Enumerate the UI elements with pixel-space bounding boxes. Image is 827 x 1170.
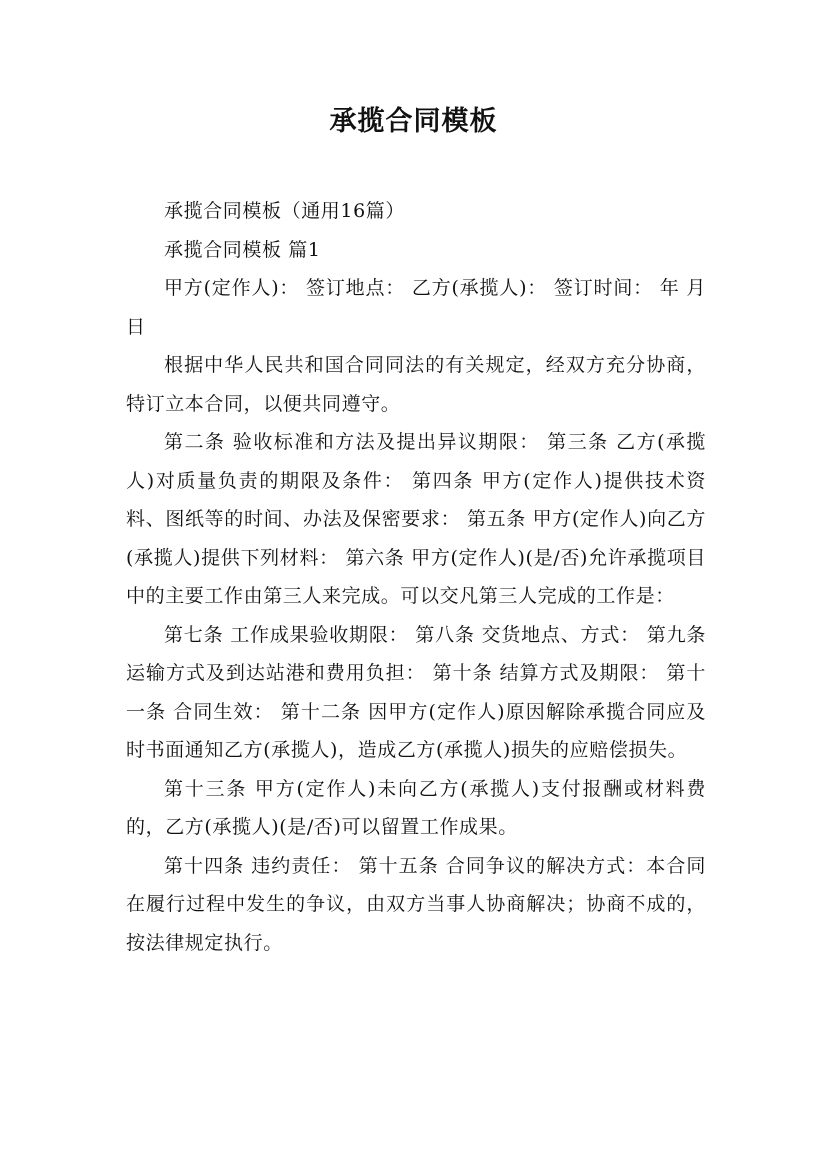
paragraph-articles-2-6: 第二条 验收标准和方法及提出异议期限： 第三条 乙方(承揽人)对质量负责的期限及条件： 第四条 甲方(定作人)提供技术资料、图纸等的时间、办法及保密要求： 第五条 甲方(定作人)向乙方(承揽人)提供下列材料： 第六条 甲方(定作人)(是/否)允许承揽项目中的主要工作由第三人来完成。可以交凡第三人完成的工作是：: [126, 431, 706, 607]
paragraph-preamble: 根据中华人民共和国合同同法的有关规定，经双方充分协商，特订立本合同，以便共同遵守。: [126, 354, 706, 415]
paragraph-article-13: 第十三条 甲方(定作人)未向乙方(承揽人)支付报酬或材料费的，乙方(承揽人)(是/否)可以留置工作成果。: [126, 777, 706, 838]
paragraph-parties: 甲方(定作人)： 签订地点： 乙方(承揽人)： 签订时间： 年 月 日: [126, 277, 706, 338]
paragraph-section-heading: 承揽合同模板 篇1: [164, 238, 321, 261]
document-body: [126, 192, 706, 962]
paragraph-subtitle: 承揽合同模板（通用16篇）: [164, 200, 405, 222]
paragraph-articles-7-12: 第七条 工作成果验收期限： 第八条 交货地点、方式： 第九条 运输方式及到达站港和费用负担： 第十条 结算方式及期限： 第十一条 合同生效： 第十二条 因甲方(定作人)原因解除承揽合同应及时书面通知乙方(承揽人)，造成乙方(承揽人)损失的应赔偿损失。: [126, 623, 706, 761]
paragraph-articles-14-15: 第十四条 违约责任： 第十五条 合同争议的解决方式：本合同在履行过程中发生的争议，由双方当事人协商解决；协商不成的，按法律规定执行。: [126, 854, 706, 954]
document-title: 承揽合同模板: [329, 106, 498, 137]
